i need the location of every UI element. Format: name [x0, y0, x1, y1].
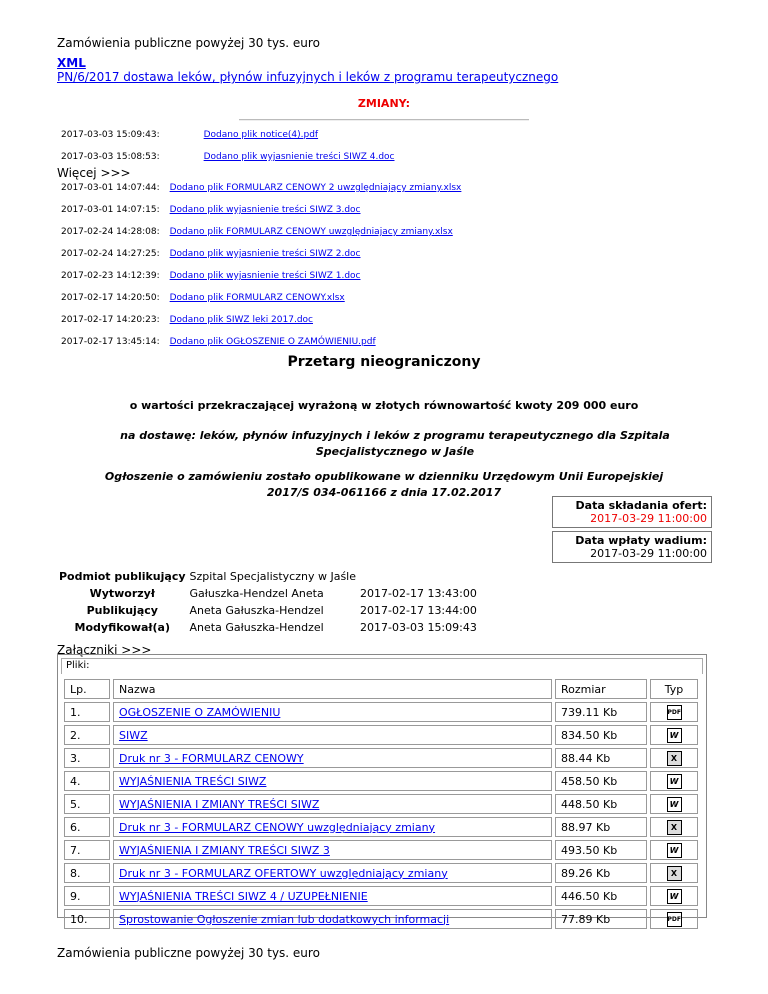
- file-row: [64, 840, 698, 860]
- change-item: [170, 309, 466, 331]
- file-name-cell: [113, 702, 552, 722]
- change-date: 2017-03-03 15:09:43:: [61, 130, 160, 140]
- file-type-cell: [650, 748, 698, 768]
- file-size: 88.44 Kb: [555, 748, 647, 768]
- meta-row: [57, 602, 479, 619]
- meta-row: [57, 568, 479, 585]
- file-lp: 3.: [64, 748, 110, 768]
- meta-value: Gałuszka-Hendzel Aneta: [189, 587, 324, 600]
- file-row: [64, 725, 698, 745]
- change-row: [57, 199, 465, 221]
- section-title: Zamówienia publiczne powyżej 30 tys. euro: [57, 36, 320, 50]
- change-row: [57, 331, 465, 353]
- col-size: Rozmiar: [555, 679, 647, 699]
- change-row: [57, 124, 399, 146]
- file-type-cell: [650, 817, 698, 837]
- file-row: [64, 748, 698, 768]
- file-link[interactable]: WYJAŚNIENIA I ZMIANY TREŚCI SIWZ: [119, 797, 320, 811]
- change-item: [170, 331, 466, 353]
- xml-link[interactable]: XML: [57, 56, 86, 70]
- pdf-icon: PDF: [667, 705, 682, 720]
- xls-icon: X: [667, 820, 682, 835]
- change-link[interactable]: Dodano plik wyjasnienie treści SIWZ 2.doc: [169, 249, 361, 259]
- meta-value: Szpital Specjalistyczny w Jaśle: [189, 570, 357, 583]
- file-lp: 8.: [64, 863, 110, 883]
- tender-type: Przetarg nieograniczony: [287, 354, 481, 370]
- pdf-icon: PDF: [667, 912, 682, 927]
- meta-date: 2017-02-17 13:44:00: [360, 604, 477, 617]
- changes-heading: ZMIANY:: [357, 97, 411, 110]
- file-type-cell: [650, 863, 698, 883]
- change-item: [170, 265, 466, 287]
- change-link[interactable]: Dodano plik wyjasnienie treści SIWZ 1.doc: [169, 271, 361, 281]
- file-link[interactable]: SIWZ: [119, 728, 148, 742]
- change-row: [57, 243, 465, 265]
- file-row: [64, 909, 698, 929]
- doc-icon: W: [667, 728, 682, 743]
- change-row: [57, 146, 399, 168]
- file-row: [64, 794, 698, 814]
- file-name-cell: [113, 725, 552, 745]
- attachments-box: [57, 654, 707, 926]
- file-link[interactable]: Sprostowanie Ogłoszenie zmian lub dodatkowych informacji: [119, 912, 450, 926]
- change-date: 2017-02-17 14:20:50:: [61, 293, 160, 303]
- meta-row: [57, 585, 479, 602]
- change-link[interactable]: Dodano plik wyjasnienie treści SIWZ 4.doc: [203, 152, 395, 162]
- doc-icon: W: [667, 774, 682, 789]
- doc-icon: W: [667, 797, 682, 812]
- deposit-deadline-label: Data wpłaty wadium:: [575, 534, 707, 547]
- attachments-toggle[interactable]: Załączniki >>>: [57, 643, 152, 657]
- file-link[interactable]: Druk nr 3 - FORMULARZ CENOWY: [119, 751, 304, 765]
- more-changes-toggle[interactable]: Więcej >>>: [57, 166, 131, 180]
- file-type-cell: [650, 886, 698, 906]
- file-size: 834.50 Kb: [555, 725, 647, 745]
- recent-changes-list: [57, 124, 399, 168]
- files-header-row: [64, 679, 698, 699]
- change-link[interactable]: Dodano plik OGŁOSZENIE O ZAMÓWIENIU.pdf: [169, 337, 376, 347]
- file-name-cell: [113, 863, 552, 883]
- meta-row: [57, 619, 479, 636]
- change-item: [170, 199, 466, 221]
- file-row: [64, 817, 698, 837]
- file-row: [64, 886, 698, 906]
- file-size: 739.11 Kb: [555, 702, 647, 722]
- change-date: 2017-03-01 14:07:15:: [61, 205, 160, 215]
- proceeding-title-link[interactable]: PN/6/2017 dostawa leków, płynów infuzyjnych i leków z programu terapeutycznego: [57, 70, 559, 84]
- meta-date: 2017-02-17 13:43:00: [360, 587, 477, 600]
- file-link[interactable]: OGŁOSZENIE O ZAMÓWIENIU: [119, 705, 281, 719]
- change-row: [57, 265, 465, 287]
- file-row: [64, 702, 698, 722]
- file-type-cell: [650, 771, 698, 791]
- file-size: 493.50 Kb: [555, 840, 647, 860]
- file-size: 448.50 Kb: [555, 794, 647, 814]
- change-row: [57, 221, 465, 243]
- change-link[interactable]: Dodano plik FORMULARZ CENOWY uwzględniajacy zmiany.xlsx: [169, 227, 453, 237]
- file-size: 458.50 Kb: [555, 771, 647, 791]
- publication-line-1: Ogłoszenie o zamówieniu zostało opublikowane w dzienniku Urzędowym Unii Europejskiej: [104, 470, 664, 483]
- tender-subject: na dostawę: leków, płynów infuzyjnych i leków z programu terapeutycznego dla Szpitala Specjalistycznego w Jaśle: [120, 429, 670, 458]
- change-row: [57, 309, 465, 331]
- change-date: 2017-02-17 14:20:23:: [61, 315, 160, 325]
- change-item: [170, 221, 466, 243]
- change-date: 2017-02-24 14:27:25:: [61, 249, 160, 259]
- meta-key: Wytworzył: [89, 587, 155, 600]
- file-size: 446.50 Kb: [555, 886, 647, 906]
- change-link[interactable]: Dodano plik notice(4).pdf: [203, 130, 319, 140]
- change-date: 2017-03-01 14:07:44:: [61, 183, 160, 193]
- change-row: [57, 177, 465, 199]
- tender-value-desc: o wartości przekraczającej wyrażoną w złotych równowartość kwoty 209 000 euro: [129, 399, 639, 412]
- doc-icon: W: [667, 889, 682, 904]
- file-type-cell: [650, 702, 698, 722]
- offer-deadline-label: Data składania ofert:: [575, 499, 707, 512]
- files-table: [61, 676, 701, 932]
- file-type-cell: [650, 840, 698, 860]
- changes-divider: [239, 119, 529, 121]
- change-link[interactable]: Dodano plik FORMULARZ CENOWY 2 uwzględniający zmiany.xlsx: [169, 183, 462, 193]
- col-lp: Lp.: [64, 679, 110, 699]
- change-item: [204, 124, 399, 146]
- file-name-cell: [113, 886, 552, 906]
- file-lp: 10.: [64, 909, 110, 929]
- file-link[interactable]: Druk nr 3 - FORMULARZ CENOWY uwzględniający zmiany: [119, 820, 436, 834]
- file-type-cell: [650, 794, 698, 814]
- file-name-cell: [113, 909, 552, 929]
- meta-key: Publikujący: [86, 604, 158, 617]
- file-lp: 2.: [64, 725, 110, 745]
- meta-key: Podmiot publikujący: [59, 570, 186, 583]
- publication-metadata: [57, 568, 479, 636]
- files-label: Pliki:: [61, 658, 703, 674]
- file-lp: 9.: [64, 886, 110, 906]
- change-link[interactable]: Dodano plik wyjasnienie treści SIWZ 3.doc: [169, 205, 361, 215]
- file-link[interactable]: WYJAŚNIENIA I ZMIANY TREŚCI SIWZ 3: [119, 843, 330, 857]
- change-item: [170, 287, 466, 309]
- file-size: 88.97 Kb: [555, 817, 647, 837]
- meta-value: Aneta Gałuszka-Hendzel: [189, 604, 324, 617]
- file-row: [64, 771, 698, 791]
- change-link[interactable]: Dodano plik FORMULARZ CENOWY.xlsx: [169, 293, 345, 303]
- file-name-cell: [113, 817, 552, 837]
- file-size: 89.26 Kb: [555, 863, 647, 883]
- file-type-cell: [650, 725, 698, 745]
- file-lp: 1.: [64, 702, 110, 722]
- change-link[interactable]: Dodano plik SIWZ leki 2017.doc: [169, 315, 313, 325]
- change-item: [170, 177, 466, 199]
- file-row: [64, 863, 698, 883]
- file-name-cell: [113, 794, 552, 814]
- xls-icon: X: [667, 751, 682, 766]
- publication-line-2: 2017/S 034-061166 z dnia 17.02.2017: [266, 486, 502, 499]
- meta-value: Aneta Gałuszka-Hendzel: [189, 621, 324, 634]
- xls-icon: X: [667, 866, 682, 881]
- change-date: 2017-02-23 14:12:39:: [61, 271, 160, 281]
- deposit-deadline-box: [552, 531, 712, 563]
- doc-icon: W: [667, 843, 682, 858]
- older-changes-list: [57, 177, 465, 353]
- file-name-cell: [113, 840, 552, 860]
- meta-date: [358, 568, 479, 585]
- change-row: [57, 287, 465, 309]
- file-type-cell: [650, 909, 698, 929]
- file-lp: 5.: [64, 794, 110, 814]
- file-lp: 4.: [64, 771, 110, 791]
- offer-deadline-box: [552, 496, 712, 528]
- file-link[interactable]: WYJAŚNIENIA TREŚCI SIWZ: [119, 774, 267, 788]
- footer-text: Zamówienia publiczne powyżej 30 tys. euro: [57, 946, 320, 960]
- meta-key: Modyfikował(a): [74, 621, 170, 634]
- change-date: 2017-03-03 15:08:53:: [61, 152, 160, 162]
- file-name-cell: [113, 771, 552, 791]
- change-date: 2017-02-17 13:45:14:: [61, 337, 160, 347]
- file-link[interactable]: Druk nr 3 - FORMULARZ OFERTOWY uwzględniający zmiany: [119, 866, 448, 880]
- change-date: 2017-02-24 14:28:08:: [61, 227, 160, 237]
- col-name: Nazwa: [113, 679, 552, 699]
- file-size: 77.89 Kb: [555, 909, 647, 929]
- deposit-deadline-value: 2017-03-29 11:00:00: [590, 547, 707, 560]
- change-item: [204, 146, 399, 168]
- file-lp: 7.: [64, 840, 110, 860]
- offer-deadline-value: 2017-03-29 11:00:00: [590, 512, 707, 525]
- change-item: [170, 243, 466, 265]
- file-link[interactable]: WYJAŚNIENIA TREŚCI SIWZ 4 / UZUPEŁNIENIE: [119, 889, 368, 903]
- col-type: Typ: [650, 679, 698, 699]
- meta-date: 2017-03-03 15:09:43: [360, 621, 477, 634]
- file-lp: 6.: [64, 817, 110, 837]
- file-name-cell: [113, 748, 552, 768]
